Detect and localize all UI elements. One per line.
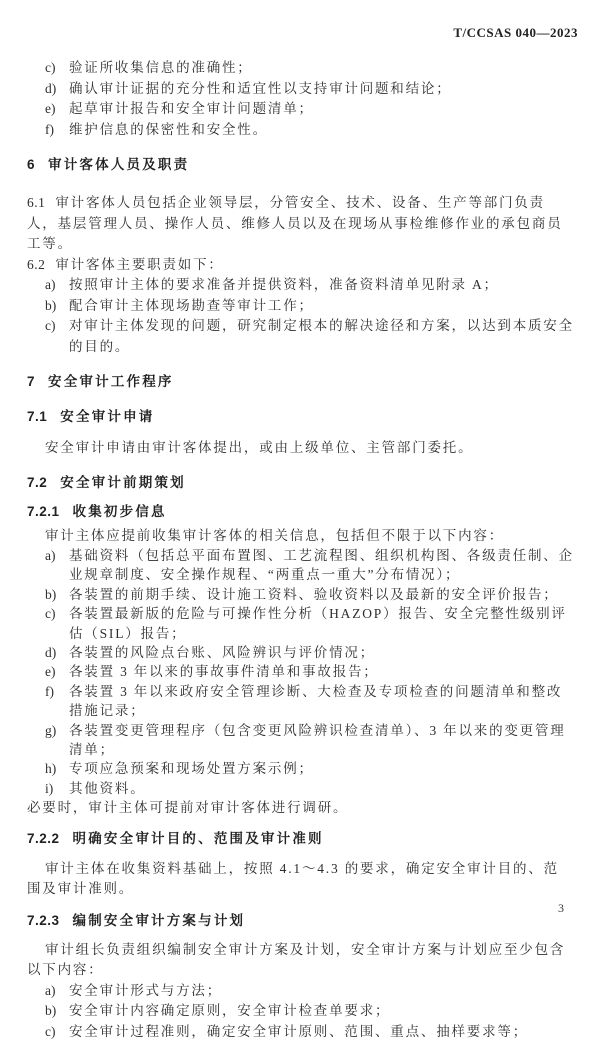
item-marker: g) xyxy=(45,722,57,738)
item-marker: e) xyxy=(45,101,56,116)
list-item xyxy=(45,981,574,1002)
item-marker: d) xyxy=(45,645,57,661)
item-marker: a) xyxy=(45,548,56,563)
list-item xyxy=(45,759,574,778)
item-text: 各装置的前期手续、设计施工资料、验收资料以及最新的安全评价报告； xyxy=(69,586,559,602)
item-marker: b) xyxy=(45,297,57,313)
list-item xyxy=(45,779,574,798)
item-marker: c) xyxy=(45,318,56,333)
clause-number: 7.2.2 xyxy=(27,830,60,846)
clause-title: 收集初步信息 xyxy=(72,503,167,519)
clause-text: 审计客体主要职责如下： xyxy=(55,256,224,272)
clause-number: 6.2 xyxy=(27,256,46,272)
list-item xyxy=(45,643,574,662)
list-item xyxy=(45,316,574,357)
list-item xyxy=(45,1001,574,1022)
section-7-2-1-heading xyxy=(27,504,576,519)
list-item xyxy=(45,604,574,643)
clause-title: 明确安全审计目的、范围及审计准则 xyxy=(72,830,324,846)
item-marker: c) xyxy=(45,606,56,622)
item-text: 各装置 3 年以来的事故事件清单和事故报告； xyxy=(69,664,379,680)
item-marker: h) xyxy=(45,761,57,777)
section-7-heading xyxy=(27,374,576,389)
clause-title: 安全审计工作程序 xyxy=(48,374,174,389)
item-text: 安全审计过程准则，确定安全审计原则、范围、重点、抽样要求等； xyxy=(69,1023,528,1039)
item-marker: a) xyxy=(45,982,56,998)
clause-number: 6.1 xyxy=(27,195,46,210)
document-page xyxy=(0,25,600,1039)
list-item xyxy=(45,721,574,760)
item-text: 安全审计形式与方法； xyxy=(69,982,222,998)
item-marker: b) xyxy=(45,1003,57,1019)
clause-number: 7.1 xyxy=(27,409,48,424)
list-item xyxy=(45,546,574,585)
clause-6-2 xyxy=(27,255,574,276)
clause-number: 7.2.1 xyxy=(27,503,60,519)
item-marker: a) xyxy=(45,277,56,292)
item-text: 其他资料。 xyxy=(69,780,146,796)
item-text: 各装置变更管理程序（包含变更风险辨识检查清单）、3 年以来的变更管理清单； xyxy=(69,722,566,758)
section-7-2-heading xyxy=(27,475,576,490)
clause-title: 编制安全审计方案与计划 xyxy=(72,912,246,928)
item-text: 安全审计内容确定原则，安全审计检查单要求； xyxy=(69,1003,391,1019)
item-marker: i) xyxy=(45,780,54,796)
clause-number: 7.2.3 xyxy=(27,912,60,928)
section-7-1-heading xyxy=(27,409,576,424)
list-item xyxy=(45,662,574,681)
list-item xyxy=(45,79,574,100)
clause-7-2-1-intro: 审计主体应提前收集审计客体的相关信息，包括但不限于以下内容： xyxy=(45,527,504,543)
clause-number: 7 xyxy=(27,374,36,389)
item-text: 专项应急预案和现场处置方案示例； xyxy=(69,761,314,777)
item-text: 对审计主体发现的问题，研究制定根本的解决途径和方案，以达到本质安全的目的。 xyxy=(69,318,574,354)
list-item xyxy=(45,296,574,317)
item-marker: f) xyxy=(45,121,54,137)
item-marker: c) xyxy=(45,1023,56,1039)
clause-title: 审计客体人员及职责 xyxy=(48,157,190,172)
doc-code: T/CCSAS 040—2023 xyxy=(453,25,578,40)
item-text: 按照审计主体的要求准备并提供资料，准备资料清单见附录 A； xyxy=(69,277,499,292)
list-auditee-duties xyxy=(45,275,574,357)
list-item xyxy=(45,275,574,296)
item-text: 各装置的风险点台账、风险辨识与评价情况； xyxy=(69,645,375,661)
item-text: 验证所收集信息的准确性； xyxy=(69,60,253,75)
list-item xyxy=(45,120,574,141)
section-7-2-2-heading xyxy=(27,831,576,846)
clause-number: 7.2 xyxy=(27,474,48,490)
item-text: 基础资料（包括总平面布置图、工艺流程图、组织机构图、各级责任制、企业规章制度、安全操作规程、“两重点一重大”分布情况）； xyxy=(69,548,574,583)
section-6-heading xyxy=(27,157,576,172)
list-item xyxy=(45,1022,574,1042)
item-marker: b) xyxy=(45,586,57,602)
item-text: 起草审计报告和安全审计问题清单； xyxy=(69,101,314,116)
list-item xyxy=(45,585,574,604)
clause-7-2-1-note: 必要时，审计主体可提前对审计客体进行调研。 xyxy=(27,800,349,816)
clause-title: 安全审计前期策划 xyxy=(60,474,186,490)
item-marker: d) xyxy=(45,80,57,96)
clause-7-1-paragraph: 安全审计申请由审计客体提出，或由上级单位、主管部门委托。 xyxy=(45,440,474,455)
clause-7-2-2-paragraph: 审计主体在收集资料基础上，按照 4.1～4.3 的要求，确定安全审计目的、范围及审计准则。 xyxy=(27,860,559,897)
item-marker: e) xyxy=(45,664,56,680)
clause-text: 审计客体人员包括企业领导层，分管安全、技术、设备、生产等部门负责人，基层管理人员、操作人员、维修人员以及在现场从事检维修作业的承包商员工等。 xyxy=(27,195,563,251)
item-marker: f) xyxy=(45,683,54,699)
list-preliminary-information xyxy=(45,546,574,798)
page-number: 3 xyxy=(558,901,564,915)
item-text: 各装置最新版的危险与可操作性分析（HAZOP）报告、安全完整性级别评估（SIL）报告； xyxy=(69,606,567,641)
clause-number: 6 xyxy=(27,157,36,172)
list-audit-plan-contents xyxy=(45,981,574,1042)
item-marker: c) xyxy=(45,60,56,75)
clause-7-2-3-intro: 审计组长负责组织编制安全审计方案及计划，安全审计方案与计划应至少包含以下内容： xyxy=(27,941,566,978)
list-audit-group-duties xyxy=(45,58,574,140)
item-text: 各装置 3 年以来政府安全管理诊断、大检查及专项检查的问题清单和整改措施记录； xyxy=(69,683,563,719)
list-item xyxy=(45,682,574,721)
item-text: 维护信息的保密性和安全性。 xyxy=(69,121,268,137)
item-text: 配合审计主体现场勘查等审计工作； xyxy=(69,297,314,313)
clause-title: 安全审计申请 xyxy=(60,409,155,424)
list-item xyxy=(45,99,574,120)
clause-6-1 xyxy=(27,193,574,255)
section-7-2-3-heading xyxy=(27,913,576,928)
item-text: 确认审计证据的充分性和适宜性以支持审计问题和结论； xyxy=(69,80,452,96)
list-item xyxy=(45,58,574,79)
